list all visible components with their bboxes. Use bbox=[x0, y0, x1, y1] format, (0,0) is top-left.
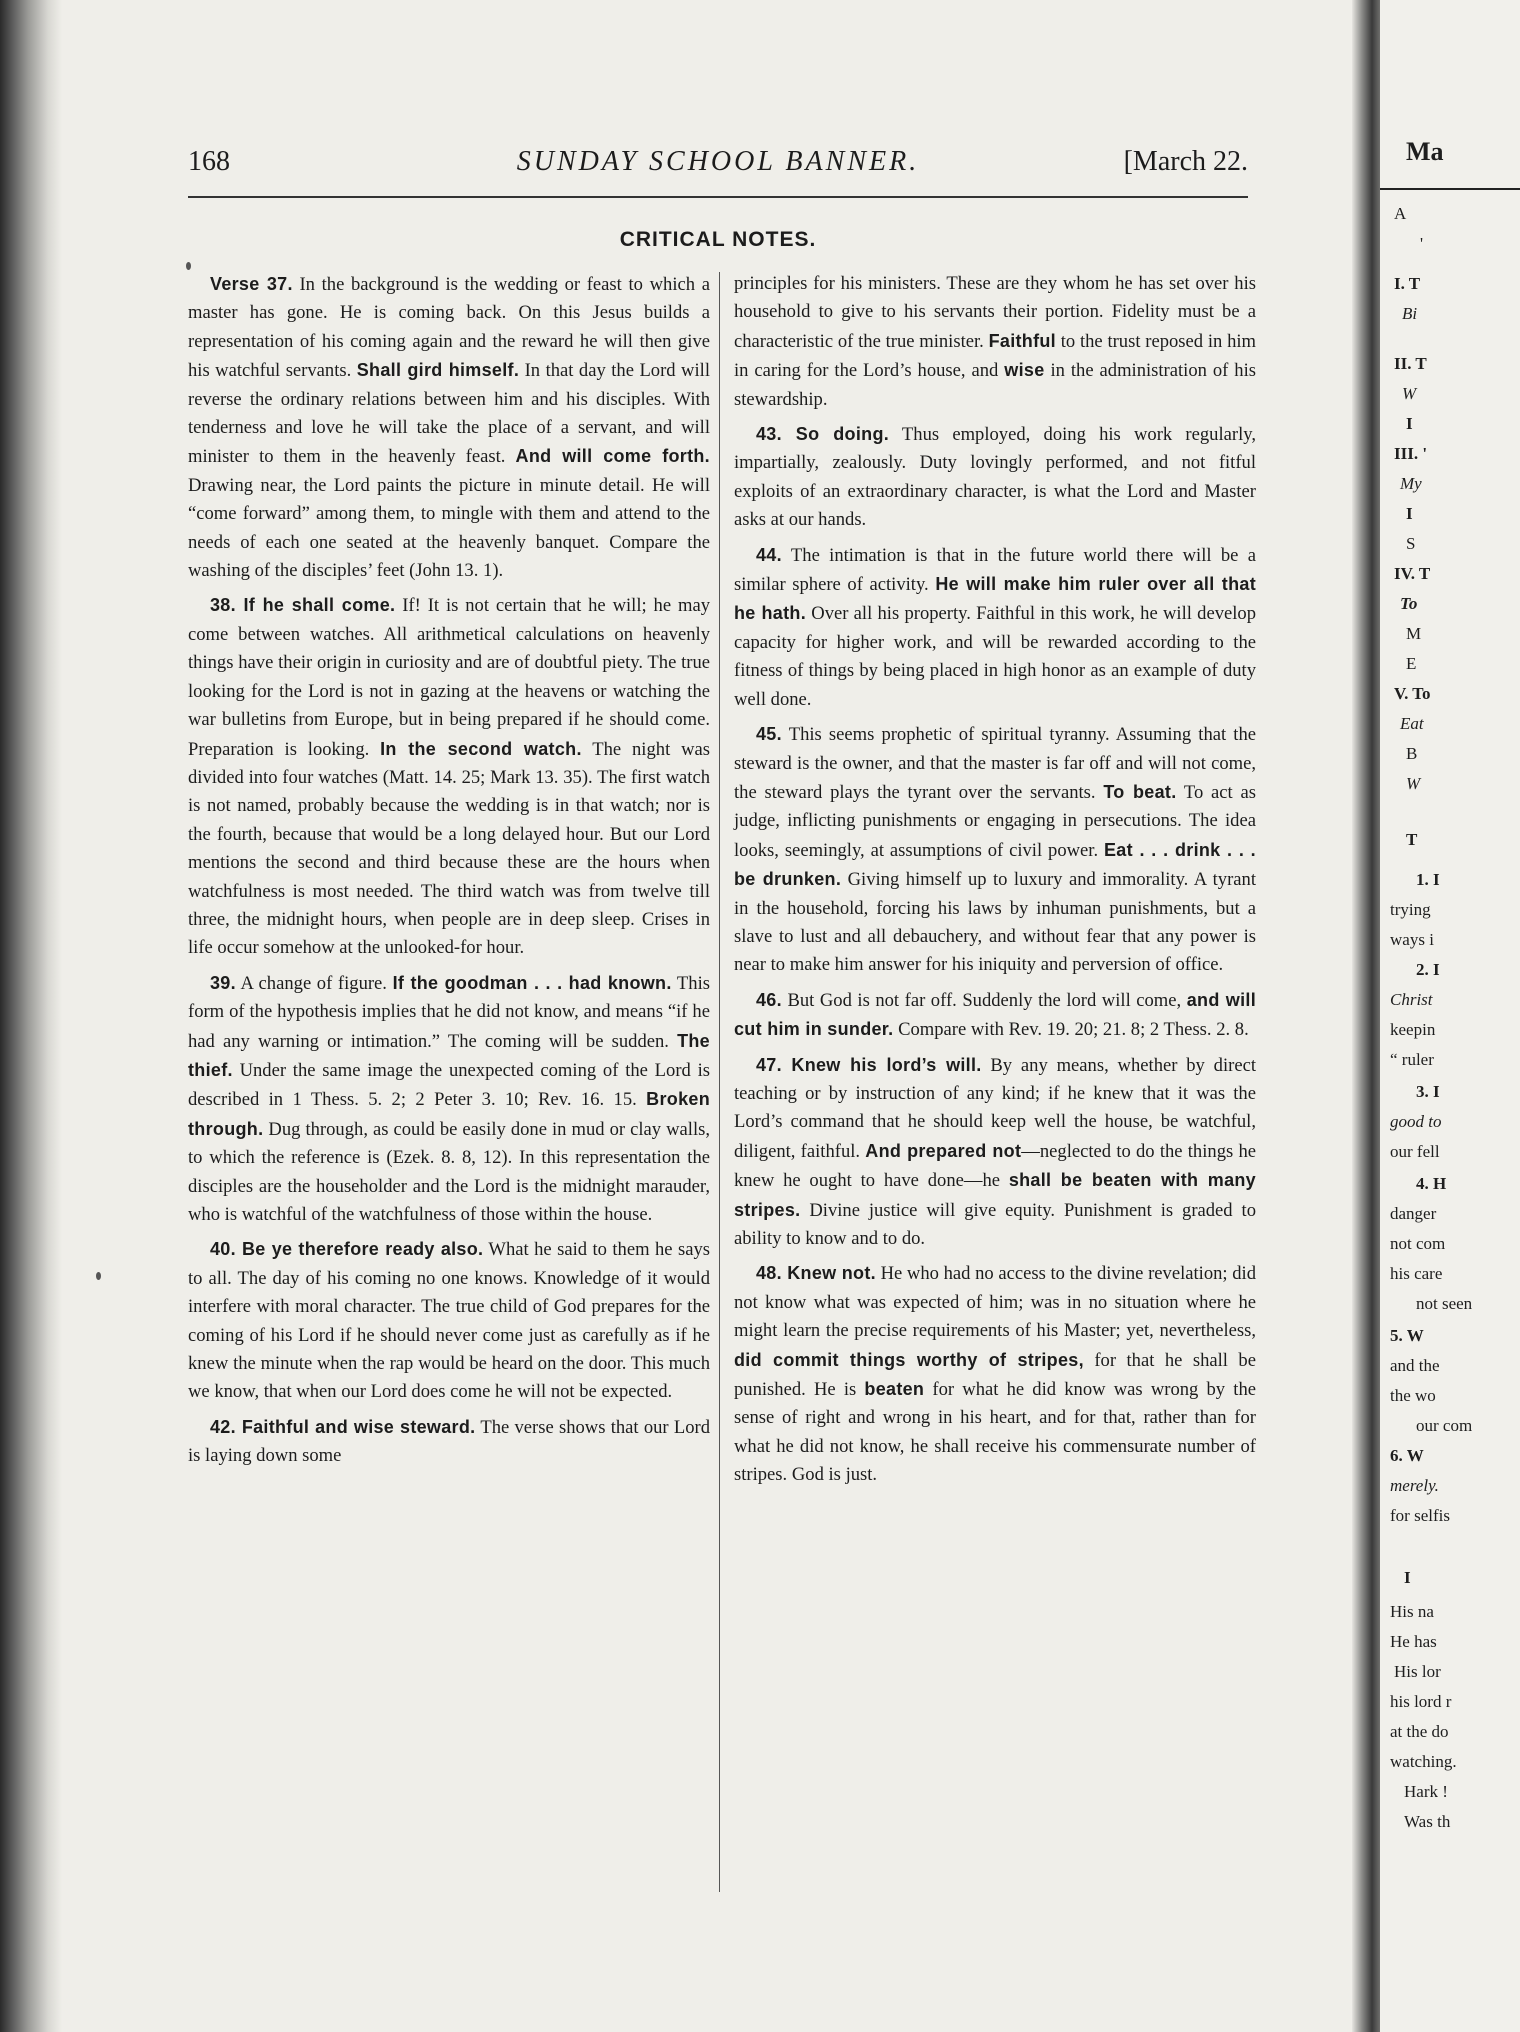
note-paragraph bbox=[734, 1051, 1256, 1254]
note-text: Under the same image the unexpected coming of the Lord is described in 1 Thess. 5. 2; 2 Peter 3. 10; Rev. 16. 15. bbox=[188, 1059, 710, 1111]
note-lemma: wise bbox=[1004, 360, 1045, 381]
note-text: By any means, whether by direct teaching or by instruction of any kind; if he knew that it was the Lord’s command that he should keep well the house, be watchful, diligent, faithful. bbox=[734, 1054, 1256, 1162]
note-lemma: 44. bbox=[756, 544, 782, 565]
note-text: To act as judge, inflicting punishments or engaging in persecutions. The idea looks, seemingly, at assumptions of civil power. bbox=[734, 781, 1256, 861]
adjacent-page-text: Christ bbox=[1390, 990, 1433, 1009]
note-text: Thus employed, doing his work regularly, impartially, zealously. Duty lovingly performed, and not fitful exploits of an extraordinary character, is what the Lord and Master asks at our hands. bbox=[734, 424, 1256, 531]
adjacent-page-text: Eat bbox=[1400, 714, 1424, 733]
adjacent-page-text: 5. W bbox=[1390, 1326, 1424, 1345]
note-lemma: In the second watch. bbox=[380, 738, 582, 759]
note-text: Over all his property. Faithful in this work, he will develop capacity for higher work, and will be rewarded according to the fitness of things by being placed in high honor as an example of duty well done. bbox=[734, 603, 1257, 710]
adjacent-page-text: I bbox=[1406, 414, 1413, 433]
note-text: This form of the hypothesis implies that he did not know, and means “if he had any warning or intimation.” The coming will be sudden. bbox=[188, 972, 710, 1052]
adjacent-page-text: 2. I bbox=[1416, 960, 1440, 979]
adjacent-page-text: T bbox=[1406, 830, 1418, 849]
adjacent-page-text: merely. bbox=[1390, 1476, 1439, 1495]
note-text: What he said to them he says to all. The day of his coming no one knows. Knowledge of it would interfere with moral character. The true child of God prepares for the coming of his Lord if he should never come just as carefully as if he knew the minute when the rap would be heard on the door. This much we know, that when our Lord does come he will not be expected. bbox=[188, 1239, 710, 1403]
note-lemma: 48. Knew not. bbox=[756, 1263, 876, 1284]
note-paragraph bbox=[734, 986, 1256, 1045]
note-text: The intimation is that in the future world there will be a similar sphere of activity. bbox=[734, 544, 1256, 596]
note-lemma: 46. bbox=[756, 989, 782, 1010]
note-lemma: Broken through. bbox=[188, 1089, 710, 1139]
note-text: But God is not far off. Suddenly the lord will come, bbox=[781, 989, 1187, 1011]
note-lemma: Faithful bbox=[988, 330, 1056, 351]
note-lemma: beaten bbox=[864, 1379, 925, 1400]
page-number: 168 bbox=[188, 146, 230, 177]
note-text: He who had no access to the divine revelation; did not know what was expected of him; was in no situation where he might learn the precise requirements of his Master; yet, nevertheless, bbox=[734, 1263, 1257, 1342]
page-date: [March 22. bbox=[1123, 146, 1248, 177]
adjacent-header-rule bbox=[1380, 188, 1520, 190]
note-text: The verse shows that our Lord is laying down some bbox=[188, 1416, 710, 1467]
column-divider bbox=[719, 272, 720, 1892]
ink-speck bbox=[96, 1272, 101, 1280]
section-heading: CRITICAL NOTES. bbox=[619, 228, 817, 251]
note-text: —neglected to do the things he knew he ought to have done—he bbox=[734, 1140, 1256, 1192]
note-lemma: And prepared not bbox=[865, 1140, 1022, 1161]
adjacent-page-text: 4. H bbox=[1416, 1174, 1447, 1193]
note-text: Giving himself up to luxury and immorality. A tyrant in the household, forcing his laws by inhuman punishments, but a slave to lust and all debauchery, and without fear that any power is near to make him answer for his iniquity and perversion of office. bbox=[734, 869, 1256, 976]
note-lemma: The thief. bbox=[188, 1030, 710, 1080]
note-lemma: Eat . . . drink . . . be drunken. bbox=[734, 839, 1256, 890]
adjacent-page-text: IV. T bbox=[1394, 564, 1431, 583]
note-lemma: 40. Be ye therefore ready also. bbox=[210, 1239, 484, 1260]
note-lemma: 47. Knew his lord’s will. bbox=[756, 1054, 982, 1075]
note-paragraph bbox=[734, 720, 1256, 980]
note-text: to the trust reposed in him in caring for the Lord’s house, and bbox=[734, 330, 1257, 382]
note-lemma: Shall gird himself. bbox=[356, 360, 520, 381]
note-text: Drawing near, the Lord paints the picture in minute detail. He will “come forward” among them, to mingle with them and attend to the needs of each one seated at the heavenly banquet. Compare the washing of the disciples’ feet (John 13. 1). bbox=[188, 474, 710, 582]
note-lemma: If the goodman . . . had known. bbox=[392, 972, 672, 993]
note-lemma: And will come forth. bbox=[515, 446, 710, 467]
adjacent-page-text: Bi bbox=[1402, 304, 1418, 323]
note-paragraph bbox=[734, 270, 1256, 414]
note-paragraph bbox=[188, 1235, 710, 1406]
adjacent-page-text: not seen bbox=[1416, 1294, 1473, 1313]
note-lemma: and will cut him in sunder. bbox=[734, 989, 1257, 1040]
note-text: If! It is not certain that he will; he may come between watches. All arithmetical calculations on heavenly things have their origin in curiosity and are of doubtful piety. The true looking for the Lord is not in gazing at the heavens or watching the war bulletins from Europe, but in being prepared if he should come. Preparation is looking. bbox=[188, 595, 710, 760]
adjacent-page-text: His na bbox=[1390, 1602, 1434, 1621]
adjacent-page-text: his care bbox=[1390, 1264, 1443, 1283]
note-paragraph bbox=[188, 969, 710, 1230]
note-paragraph bbox=[734, 1259, 1256, 1489]
note-text: principles for his ministers. These are they whom he has set over his household to give to his servants their portion. Fidelity must be a characteristic of the true minister. bbox=[734, 273, 1256, 352]
note-lemma: To beat. bbox=[1103, 781, 1177, 802]
page-header bbox=[188, 146, 1248, 186]
header-rule bbox=[188, 196, 1248, 198]
adjacent-page-text: B bbox=[1406, 744, 1418, 763]
adjacent-page-text: and the bbox=[1390, 1356, 1440, 1375]
adjacent-page-text: S bbox=[1406, 534, 1416, 553]
note-lemma: He will make him ruler over all that he hath. bbox=[734, 574, 1256, 624]
note-text: Compare with Rev. 19. 20; 21. 8; 2 Thess. 2. 8. bbox=[893, 1019, 1249, 1041]
note-lemma: shall be beaten with many stripes. bbox=[734, 1170, 1256, 1220]
adjacent-page-text: I. T bbox=[1394, 274, 1421, 293]
note-text: Dug through, as could be easily done in mud or clay walls, to which the reference is (Ezek. 8. 8, 12). In this representation the disciples are the householder and the Lord is the midnight marauder, who is watchful of the watchfulness of those within the house. bbox=[188, 1118, 710, 1225]
adjacent-page-text: V. To bbox=[1394, 684, 1431, 703]
note-paragraph bbox=[734, 541, 1256, 714]
note-paragraph bbox=[188, 1413, 710, 1471]
adjacent-page-text: “ ruler bbox=[1390, 1050, 1434, 1069]
note-paragraph bbox=[188, 270, 710, 585]
adjacent-page-text: for selfis bbox=[1390, 1506, 1450, 1525]
adjacent-page-text: our fell bbox=[1390, 1142, 1440, 1161]
ink-speck bbox=[186, 262, 191, 270]
note-text: A change of figure. bbox=[235, 972, 393, 994]
note-text: In the background is the wedding or feast to which a master has gone. He is coming back. On this Jesus builds a representation of his coming again and the reward he will then give his watchful servants. bbox=[188, 274, 710, 382]
adjacent-page-text: good to bbox=[1390, 1112, 1442, 1131]
note-paragraph bbox=[188, 591, 710, 962]
adjacent-page-text: My bbox=[1400, 474, 1422, 493]
adjacent-page-text: I bbox=[1404, 1568, 1411, 1587]
note-text: In that day the Lord will reverse the ordinary relations between him and his disciples. With tenderness and love he will take the place of a servant, and will minister to them in the heavenly feast. bbox=[188, 360, 710, 468]
adjacent-page-text: II. T bbox=[1394, 354, 1427, 373]
adjacent-page-text: E bbox=[1406, 654, 1417, 673]
adjacent-page-text: III. ' bbox=[1394, 444, 1428, 463]
note-text: The night was divided into four watches (Matt. 14. 25; Mark 13. 35). The first watch is not named, probably because the wedding is in that watch; nor is the fourth, because that would be a long delayed hour. But our Lord mentions the second and third because these are the hours when watchfulness is most needed. The third watch was from twelve till three, the midnight hours, when people are in deep sleep. Crises in life occur somehow at the unlooked-for hour. bbox=[188, 738, 710, 959]
binding-gutter bbox=[0, 0, 62, 2032]
adjacent-page-text: To bbox=[1400, 594, 1418, 613]
adjacent-page-text: at the do bbox=[1390, 1722, 1449, 1741]
adjacent-page-text: his lord r bbox=[1390, 1692, 1452, 1711]
left-column bbox=[188, 270, 710, 1477]
adjacent-page-text: 1. I bbox=[1416, 870, 1440, 889]
adjacent-page-text: ways i bbox=[1390, 930, 1434, 949]
page-spine bbox=[1352, 0, 1380, 2032]
adjacent-page-text: the wo bbox=[1390, 1386, 1436, 1405]
adjacent-page-text: 3. I bbox=[1416, 1082, 1440, 1101]
note-lemma: Verse 37. bbox=[210, 274, 293, 294]
adjacent-page-text: His lor bbox=[1394, 1662, 1441, 1681]
adjacent-page-text: Ma bbox=[1406, 137, 1444, 166]
adjacent-page-text: Hark ! bbox=[1404, 1782, 1448, 1801]
adjacent-page-text: W bbox=[1402, 384, 1417, 403]
note-lemma: did commit things worthy of stripes, bbox=[734, 1349, 1084, 1370]
adjacent-page-text: M bbox=[1406, 624, 1422, 643]
adjacent-page-text: not com bbox=[1390, 1234, 1446, 1253]
note-lemma: 39. bbox=[210, 972, 236, 993]
note-text: for what he did know was wrong by the sense of right and wrong in his heart, and for that, rather than for what he did not know, he shall receive his commensurate number of stripes. God is just. bbox=[734, 1379, 1256, 1486]
right-column bbox=[734, 270, 1256, 1496]
adjacent-page-text: He has bbox=[1390, 1632, 1437, 1651]
adjacent-page-text: keepin bbox=[1390, 1020, 1436, 1039]
adjacent-page-text: W bbox=[1406, 774, 1421, 793]
note-lemma: 42. Faithful and wise steward. bbox=[210, 1416, 476, 1437]
running-title: SUNDAY SCHOOL BANNER. bbox=[516, 146, 920, 177]
adjacent-page-text: our com bbox=[1416, 1416, 1473, 1435]
note-text: This seems prophetic of spiritual tyranny. Assuming that the steward is the owner, and that the master is far off and will not come, the steward plays the tyrant over the servants. bbox=[734, 724, 1256, 803]
adjacent-page-text: I bbox=[1406, 504, 1413, 523]
note-lemma: 43. So doing. bbox=[756, 424, 890, 445]
note-paragraph bbox=[734, 420, 1256, 535]
adjacent-page-text: watching. bbox=[1390, 1752, 1457, 1771]
adjacent-page-text: 6. W bbox=[1390, 1446, 1424, 1465]
note-text: in the administration of his stewardship. bbox=[734, 360, 1256, 410]
note-lemma: 38. If he shall come. bbox=[210, 595, 396, 616]
adjacent-page-text: danger bbox=[1390, 1204, 1437, 1223]
note-lemma: 45. bbox=[756, 724, 782, 745]
note-text: for that he shall be punished. He is bbox=[734, 1349, 1256, 1401]
adjacent-page-text: ' bbox=[1420, 234, 1424, 253]
adjacent-page-text: trying bbox=[1390, 900, 1431, 919]
adjacent-page-text: Was th bbox=[1404, 1812, 1451, 1831]
adjacent-page-text: A bbox=[1394, 204, 1407, 223]
adjacent-page-fragment bbox=[1380, 0, 1520, 2032]
note-text: Divine justice will give equity. Punishment is graded to ability to know and to do. bbox=[734, 1199, 1256, 1249]
